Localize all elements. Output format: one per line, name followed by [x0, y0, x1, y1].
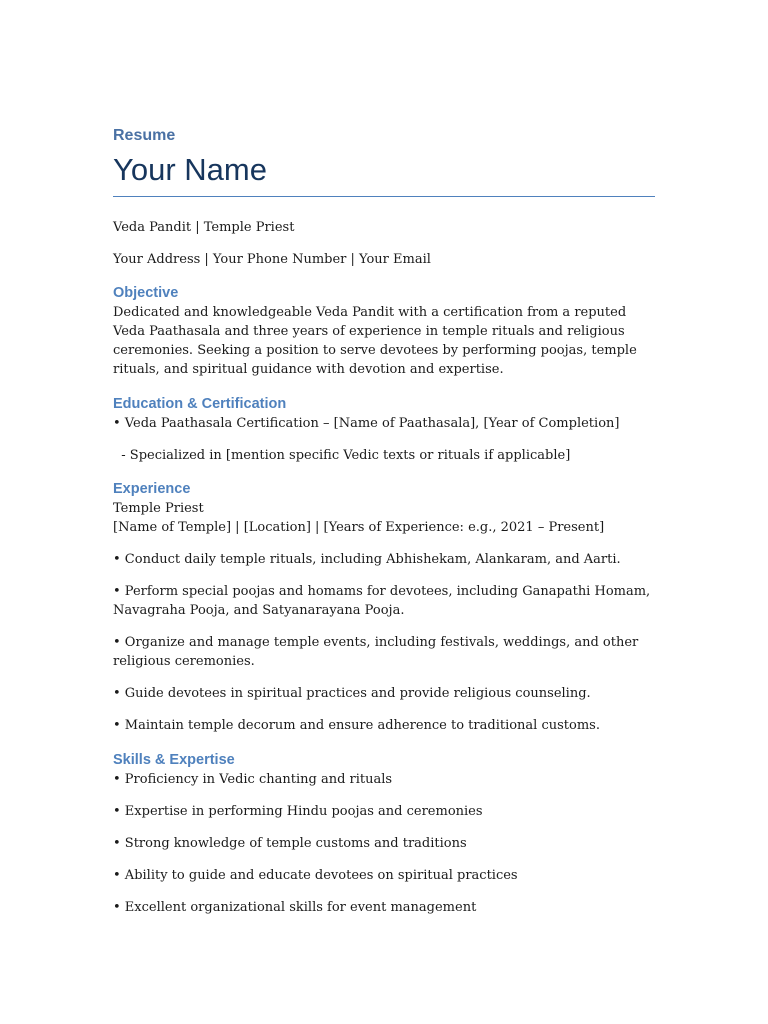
experience-bullet: • Organize and manage temple events, including festivals, weddings, and other religious ceremonies.: [113, 635, 639, 669]
objective-text: Dedicated and knowledgeable Veda Pandit with a certification from a reputed Veda Paathasala and three years of experience in temple rituals and religious ceremonies. Seeking a position to serve devotees by performing poojas, temple rituals, and spiritual guidance with devotion and expertise.: [113, 305, 637, 377]
experience-heading: Experience: [113, 481, 191, 497]
skill-bullet: • Proficiency in Vedic chanting and rituals: [113, 772, 393, 787]
resume-name: Your Name: [113, 148, 655, 197]
experience-bullet: • Conduct daily temple rituals, including Abhishekam, Alankaram, and Aarti.: [113, 552, 621, 567]
skills-heading: Skills & Expertise: [113, 752, 235, 768]
skill-bullet: • Strong knowledge of temple customs and traditions: [113, 836, 467, 851]
role-line: Veda Pandit | Temple Priest: [113, 220, 295, 235]
skill-bullet: • Expertise in performing Hindu poojas and ceremonies: [113, 804, 483, 819]
experience-details: [Name of Temple] | [Location] | [Years of Experience: e.g., 2021 – Present]: [113, 520, 605, 535]
experience-title: Temple Priest: [113, 501, 204, 516]
objective-heading: Objective: [113, 285, 179, 301]
experience-bullet: • Perform special poojas and homams for devotees, including Ganapathi Homam, Navagraha Pooja, and Satyanarayana Pooja.: [113, 584, 651, 618]
skill-bullet: • Excellent organizational skills for event management: [113, 900, 477, 915]
education-item: • Veda Paathasala Certification – [Name of Paathasala], [Year of Completion]: [113, 416, 620, 431]
document-subtitle: Resume: [113, 127, 176, 144]
education-item: - Specialized in [mention specific Vedic texts or rituals if applicable]: [113, 448, 571, 463]
skill-bullet: • Ability to guide and educate devotees on spiritual practices: [113, 868, 518, 883]
education-heading: Education & Certification: [113, 396, 287, 412]
resume-document: [113, 124, 655, 917]
experience-bullet: • Maintain temple decorum and ensure adherence to traditional customs.: [113, 718, 600, 733]
experience-bullet: • Guide devotees in spiritual practices and provide religious counseling.: [113, 686, 591, 701]
contact-line: Your Address | Your Phone Number | Your Email: [113, 252, 431, 267]
